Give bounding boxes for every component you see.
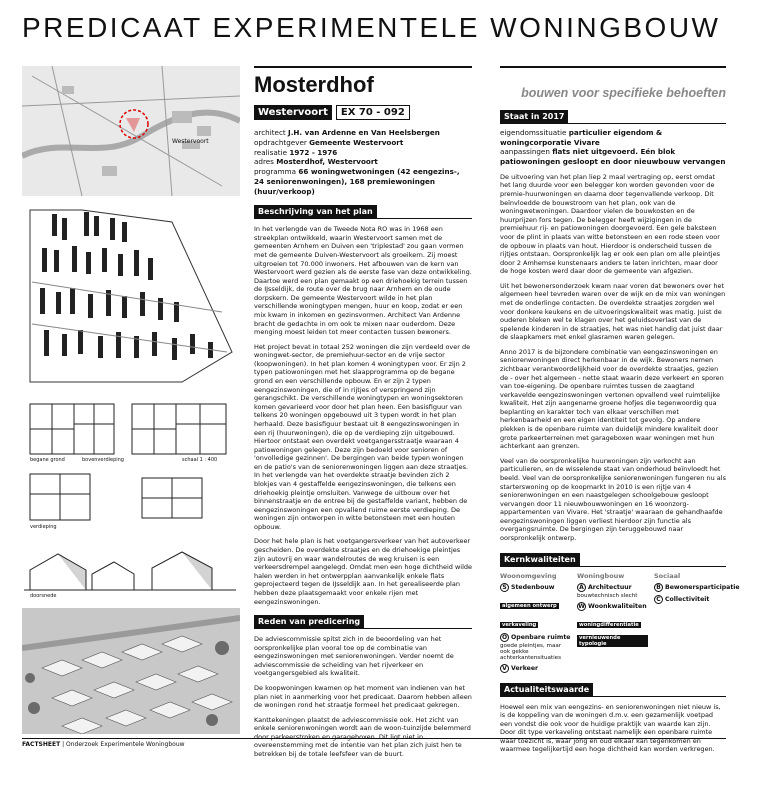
kw-item-note: goede pleintjes, maar ook gekke achterkantensituaties <box>500 642 562 661</box>
kw-item-label: Collectiviteit <box>665 595 710 603</box>
predicering-paragraph: De adviescommissie spitst zich in de beoordeling van het oorspronkelijke plan vooral toe op de combinatie van eengezinswoningen met seniorenwoningen. Verder noemt de adviescommissie de scheiding van het rijverkeer en voetgangersgebied als kwaliteit. <box>254 635 454 678</box>
aanpassing-label: aanpassingen <box>500 147 550 157</box>
kw-item <box>500 583 571 592</box>
collectiviteit-icon: C <box>654 595 663 604</box>
kw-badge: vernieuwende typologie <box>577 635 648 647</box>
staat-meta <box>500 128 726 167</box>
programme-value: 66 woningwetwoningen (42 eengezins-, 24 seniorenwoningen), 168 premiewoningen (huur/verkoop) <box>254 167 460 196</box>
woonkwaliteiten-icon: W <box>578 602 585 610</box>
kw-column-heading: Woningbouw <box>577 571 625 580</box>
verkeer-icon: V <box>500 664 509 673</box>
kw-item <box>500 633 571 642</box>
image-column <box>22 66 240 734</box>
kernkwaliteiten-grid <box>500 571 740 673</box>
project-meta <box>254 128 472 196</box>
actualiteit-heading: Actualiteitswaarde <box>500 683 593 696</box>
client-label: opdrachtgever <box>254 137 307 147</box>
architect-label: architect <box>254 128 286 138</box>
kw-column-sociaal <box>654 571 740 673</box>
architect-value: J.H. van Ardenne en Van Heelsbergen <box>288 128 440 138</box>
predicering-heading: Reden van predicering <box>254 615 364 628</box>
footer-bold: FACTSHEET <box>22 741 61 748</box>
kw-badge: woningdifferentiatie <box>579 621 639 628</box>
project-name: Mosterdhof <box>254 72 374 97</box>
staat-paragraph: Veel van de oorspronkelijke huurwoningen zijn verkocht aan particulieren, en de wisselende staat van onderhoud beïnvloedt het beeld. Veel van de oorspronkelijke seniorenwoningen fungeren nu als starterswoning op de koopmarkt In 2010 is een rijtje van 4 seniorenwoningen en een naastgelegen schoolgebouw gesloopt vervangen door 11 nieuwbouwwoningen en 16 woonzorg-appartementen van Vivare. Het 'straatje' waaraan de gehandhaafde eengezinswoningen liggen verliest hierdoor zijn functie als overgangsruimte. De bergingen zijn teruggebouwd naar oorspronkelijk ontwerp. <box>500 456 726 542</box>
section-label: doorsnede <box>30 593 57 599</box>
plan-label-verdieping: verdieping <box>30 524 57 530</box>
kw-item <box>577 583 648 592</box>
site-plan-image <box>22 202 240 388</box>
map-place-label: Westervoort <box>172 138 209 145</box>
programme-label: programma <box>254 167 297 177</box>
eigendom-value: particulier eigendom & woningcorporatie Vivare <box>500 128 663 147</box>
middle-column <box>254 66 472 759</box>
staat-paragraph: De uitvoering van het plan liep 2 maal vertraging op, eerst omdat het lang duurde voor een belegger kon worden gevonden voor de premie-huurwoningen en daarna door tegenvallende verkoop. Dit beïnvloedde de bouwstroom van het plan, ook van de woningwetwoningen. Daardoor vielen de bouwkosten en de huurprijzen fors tegen. De belegger heeft wijzigingen in de premiehuur rij- en patiowoningen doorgevoerd. Een gele baksteen voor de plint in plaats van witte betonsteen en een rode steen voor de opbouw in plaats van hout. Hierdoor is onderscheid tussen de rijtjes ontstaan. Oorspronkelijk lag er ook een plan om alle pleintjes door 2 Amhemse kunstenaars anders te laten inrichten, maar door de hoge kosten werd daar door de gemeente van afgezien. <box>500 172 720 276</box>
beschrijving-rule <box>254 218 472 219</box>
project-subtitle: bouwen voor specifieke behoeften <box>521 86 726 100</box>
beschrijving-paragraph: Door het hele plan is het voetgangersverkeer van het autoverkeer gescheiden. De overdekte straatjes en de driehoekige pleintjes zijn autovrij en waar wandelroutes de weg kruisen is een verkeersdrempel aangelegd. Omdat men een hoge dichtheid wilde halen werden in het ontwerpplan aanvankelijk enkele flats geprojecteerd tegen de IJsseldijk aan. In het gerealiseerde plan hebben deze plaatsgemaakt voor enkele rijen met eengezinswoningen. <box>254 537 472 606</box>
architectuur-icon: A <box>577 583 586 592</box>
kw-item-note: bouwtechnisch slecht <box>577 592 638 599</box>
client-value: Gemeente Westervoort <box>309 137 404 147</box>
kw-item-label: Woonkwaliteiten <box>588 602 647 610</box>
predicering-rule <box>254 628 472 629</box>
eigendom-label: eigendomssituatie <box>500 128 567 137</box>
plan-label-schaal: schaal 1 : 400 <box>182 457 218 463</box>
address-value: Mosterdhof, Westervoort <box>276 157 378 167</box>
kw-item-label: Architectuur <box>588 583 632 591</box>
kw-item <box>654 583 740 592</box>
predicering-paragraph: De koopwoningen kwamen op het moment van indienen van het plan niet in aanmerking voor het predicaat. Daarom hebben alleen de woningen rond het straatje formeel het predicaat gekregen. <box>254 683 472 710</box>
location-map-image <box>22 66 240 196</box>
page-title: PREDICAAT EXPERIMENTELE WONINGBOUW <box>22 12 721 43</box>
realisation-value: 1972 - 1976 <box>289 147 338 157</box>
kw-item <box>500 664 571 673</box>
beschrijving-paragraph: In het verlengde van de Tweede Nota RO was in 1968 een streekplan ontwikkeld, waarin Westervoort samen met de gemeenten Arnhem en Duiven een 'triplestad' zou gaan vormen met de gemeente Duiven-Westervoort als groeikern. Zij moest uitgroeien tot 70.000 inwoners. Het afbouwen van de kern van Westervoort werd gezien als de eerste fase van deze ontwikkeling. Daartoe werd een plan gemaakt op een driehoekig terrein tussen de IJsseldijk, de route over de brug naar Arnhem en de oude dorpskern. De gemeente Westervoort wilde in het plan verschillende woningtypen mengen, huur en koop, zodat er een mix kwam in inkomen en gezinsvormen. Architect Van Ardenne bracht de gedachte in om ook te mixen naar ouderdom. Deze menging moest leiden tot meer contacten tussen bewoners. <box>254 225 472 337</box>
aanpassing-value: flats niet uitgevoerd. Eén blok patiowoningen gesloopt en door nieuwbouw vervangen <box>500 147 726 167</box>
openbare-ruimte-icon: O <box>501 633 508 641</box>
kw-column-woningbouw <box>577 572 648 673</box>
floor-plan-image <box>22 394 240 534</box>
kw-column-heading: Sociaal <box>654 571 681 580</box>
plan-label-begane-grond: begane grond <box>30 457 65 463</box>
plan-label-bovenverdieping: bovenverdieping <box>82 457 124 463</box>
predicering-paragraph: Kanttekeningen plaatst de adviescommissie ook. Het zicht van enkele seniorenwoningen wordt aan de woon-tuinzijde belemmerd door parkeerstroken en garageboxen. Dit ligt niet in overeenstemming met de intentie van het plan zich juist hen te betrekken bij de totale leefsfeer van de buurt. <box>254 715 471 759</box>
realisation-label: realisatie <box>254 147 288 157</box>
kw-column-heading: Woonomgeving <box>500 571 557 580</box>
section-drawing-image <box>22 540 240 602</box>
beschrijving-paragraph: Het project bevat in totaal 252 woningen die zijn verdeeld over de woningwet-sector, de premiehuur-sector en de vrije sector (koopwoningen). In het plan komen 4 woningtypen voor. Er zijn 2 typen patiowoningen met het slaapprogramma op de begane grond en een verschillende opbouw. En er zijn 2 typen eengezinswoningen, die of in rijtjes of verspringend zijn gerangschikt. De verschillende woningtypen en woningsektoren komen gevarieerd voor door het plan heen. Een basisfiguur van telkens 20 woningen opgebouwd uit 3 typen wordt in het plan herhaald. Deze basisfiguur bestaat uit 8 eengezinswoningen in een rij (huurwoningen), die op de verdieping zijn uitgebouwd. Hiertoor ontstaat een overdekt voetgangersstraatje waaraan 4 patiowoningen gelegen. Deze zijn bedoeld voor senioren of 'onvolledige gezinnen'. De bergingen van beide typen woningen en de patio's van de seniorenwoningen liggen aan deze straatjes. In het verlengde van het overdekte straatje bevinden zich 2 blokjes van 4 gestaffelde eengezinswoningen, die telkens een driehoekig pleintje omsluiten. Vanwege de uitbouw over het binnenstraatje en de entree bij de gestaffelde variant, hebben de eengezinswoningen een opvallend ruime eerste verdieping. De woningen zijn ontworpen in witte betonsteen met een houten opbouw. <box>254 342 471 531</box>
top-rule-right <box>500 66 726 68</box>
beschrijving-heading: Beschrijving van het plan <box>254 205 377 218</box>
kw-item-label: Verkeer <box>511 664 539 672</box>
bewonersparticipatie-icon: B <box>654 583 663 592</box>
right-column <box>500 66 740 754</box>
actualiteit-rule <box>500 696 726 697</box>
kw-item-label: Bewonersparticipatie <box>665 583 740 591</box>
project-tags <box>254 105 472 120</box>
footer-text: | Onderzoek Experimentele Woningbouw <box>60 741 185 748</box>
kw-item <box>654 595 726 604</box>
kw-badge: algemeen ontwerp <box>502 602 557 609</box>
stedenbouw-icon: S <box>500 583 509 592</box>
kernkwaliteiten-heading: Kernkwaliteiten <box>500 553 580 566</box>
staat-paragraph: Uit het bewonersonderzoek kwam naar voren dat bewoners over het algemeen heel tevreden waren over de wijk en de mix van woningen met de onderlinge contacten. De overdekte straatjes zorgden wel voor donkere keukens en de uitvoeringskwaliteit was matig. Juist de ouderen bleken wel te klagen over het geluidsoverlast van de spelende kinderen in de straatjes, het was niet handig dat juist daar de slaapkamers met enkel glasramen waren gelegen. <box>500 281 726 342</box>
kw-column-woonomgeving <box>500 572 571 673</box>
kw-badge: verkaveling <box>502 621 537 628</box>
top-rule <box>254 66 472 68</box>
address-label: adres <box>254 157 274 167</box>
footer <box>22 741 185 748</box>
staat-paragraph: Anno 2017 is de bijzondere combinatie van eengezinswoningen en seniorenwoningen direct herkenbaar in de wijk. Bewoners nemen zichtbaar verantwoordelijkheid voor de overdekte straatjes, gezien de - over het algemeen - nette staat waarin deze verkeert en sporen van toe-eigening. De openbare ruimtes tussen de zaagtand verkavelde eengezinswoningen vertonen opvallend veel ruimtelijke kwaliteit. Het zijn aangename groene hofjes die tegenwoordig qua beplanting en karakter toch van elkaar verschillen met herkenbaarheid en een eigen identiteit tot gevolg. Op andere plekken is de openbare ruimte van duidelijk mindere kwaliteit door grote parkeerterreinen met garageboxen waar woningen met hun achterkant aan grenzen. <box>500 347 724 451</box>
staat-heading: Staat in 2017 <box>500 110 568 123</box>
kw-item-label: Openbare ruimte <box>511 633 571 641</box>
footer-rule <box>22 738 726 739</box>
staat-rule <box>500 123 726 124</box>
actualiteit-paragraph: Hoewel een mix van eengezins- en seniorenwoningen niet nieuw is, is de koppeling van de woningen d.m.v. een gezamenlijk voetpad een vondst die ook voor de huidige praktijk van waarde kan zijn. Door dit type verkaveling ontstaat namelijk een openbare ruimte waar toezicht is, waar jong en oud elkaar kan tegenkomen en waarmee tegelijkertijd een hoge dichtheid kan worden verkregen. <box>500 702 721 754</box>
code-tag: EX 70 - 092 <box>336 105 410 120</box>
kw-item <box>577 602 648 611</box>
kw-item-label: Stedenbouw <box>511 583 555 591</box>
aerial-photo-image <box>22 608 240 734</box>
kernkwaliteiten-rule <box>500 566 726 567</box>
location-tag: Westervoort <box>254 105 332 120</box>
